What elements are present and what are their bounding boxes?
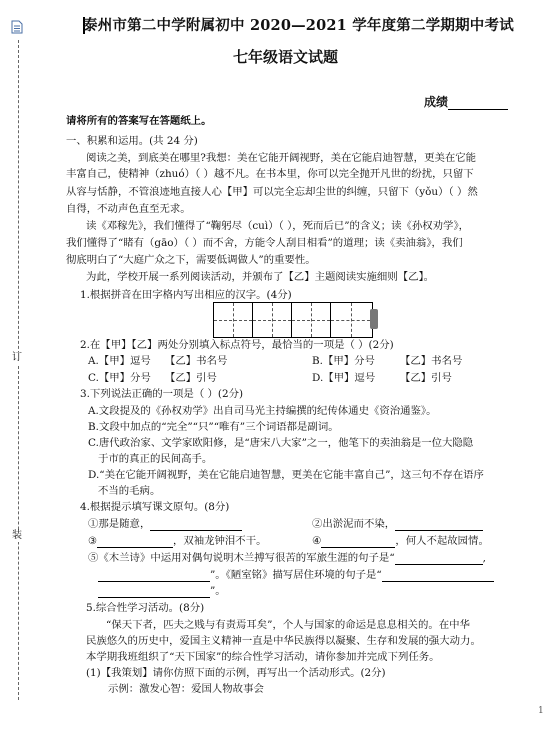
exam-subtitle: 七年级语文试题 xyxy=(233,48,339,66)
recite-4 xyxy=(312,535,489,548)
option-d1: D.【甲】逗号 xyxy=(312,372,376,384)
task-1: (1)【我策划】请你仿照下面的示例，再写出一个活动形式。(2分) xyxy=(86,667,386,679)
option-c1: C.【甲】分号 xyxy=(88,372,151,384)
binding-char-zhuang: 装 xyxy=(12,530,22,541)
option-c: C.唐代政治家、文学家欧阳修，是“唐宋八大家”之一，他笔下的卖油翁是一位大隐隐 xyxy=(88,437,474,449)
binding-line xyxy=(18,40,19,700)
option-a2: 【乙】书名号 xyxy=(165,355,228,367)
activity-text: “保天下者，匹夫之贱与有责焉耳矣”，个人与国家的命运是息息相关的。在中华 xyxy=(106,619,470,631)
option-a1: A.【甲】逗号 xyxy=(88,355,151,367)
table-resize-handle[interactable] xyxy=(370,309,378,329)
passage-line: 从容与恬静，不管浪迹地直接人心【甲】可以完全忘却尘世的纠缠，只留下（yǒu）（ ）然 xyxy=(66,186,478,198)
question-3: 3.下列说法正确的一项是（ ）(2分) xyxy=(80,388,244,400)
section-heading: 一、积累和运用。(共 24 分) xyxy=(66,135,198,147)
recite-5-end: ”。 xyxy=(98,585,226,598)
answer-blank[interactable] xyxy=(150,519,242,531)
passage-line: 阅读之美，到底美在哪里?我想：美在它能开阔视野，美在它能启迪智慧，更美在它能 xyxy=(86,152,477,164)
score-field xyxy=(424,93,508,110)
recite-5b-text: ”。《陋室铭》描写居住环境的句子是“ xyxy=(210,569,382,581)
recite-5-text: ⑤《木兰诗》中运用对偶句说明木兰搏写很苦的军旅生涯的句子是“ xyxy=(88,552,395,564)
binding-char-ding: 订 xyxy=(12,352,22,363)
tianzige-cell[interactable] xyxy=(292,303,331,337)
document-icon xyxy=(11,20,23,34)
question-1: 1.根据拼音在田字格内写出相应的汉字。(4分) xyxy=(80,289,292,301)
option-d2: 【乙】引号 xyxy=(400,372,452,384)
answer-blank[interactable] xyxy=(321,536,395,548)
score-blank xyxy=(448,97,508,110)
answer-blank[interactable] xyxy=(98,570,210,582)
activity-text: 民族悠久的历史中，爱国主义精神一直是中华民族得以凝聚、生存和发展的强大动力。 xyxy=(86,635,481,647)
tianzige-grid xyxy=(213,302,373,338)
exam-title: 泰州市第二中学附属初中 2020—2021 学年度第二学期期中考试 xyxy=(83,17,514,34)
tianzige-cell[interactable] xyxy=(253,303,292,337)
page-number: 1 xyxy=(538,706,544,716)
tianzige-cell[interactable] xyxy=(331,303,370,337)
recite-1-text: ①那是随意， xyxy=(88,518,151,530)
task-1-example: 示例：激发心智：爱国人物故事会 xyxy=(108,683,264,695)
option-a: A.文段提及的《孙权劝学》出自司马光主持编撰的纪传体通史《资治通鉴》。 xyxy=(88,405,437,417)
answer-blank[interactable] xyxy=(98,586,210,598)
option-d-cont: 不当的毛病。 xyxy=(98,485,161,497)
activity-text: 本学期我班组织了“天下国家”的综合性学习活动，请你参加并完成下列任务。 xyxy=(86,651,440,663)
answer-blank[interactable] xyxy=(97,536,173,548)
tianzige-cell[interactable] xyxy=(214,303,253,337)
passage-line: 为此，学校开展一系列阅读活动，并颁布了【乙】主题阅读实施细则【乙】。 xyxy=(86,271,435,283)
answer-blank[interactable] xyxy=(395,519,483,531)
question-4: 4.根据提示填写课文原句。(8分) xyxy=(80,501,230,513)
passage-line: 我们懂得了“睹有（gāo）（ ）而不舍，方能令人刮目相看”的道理；读《卖油翁》，我们 xyxy=(66,237,463,249)
answer-blank[interactable] xyxy=(395,553,483,565)
question-2: 2.在【甲】【乙】两处分别填入标点符号，最恰当的一项是（ ）(2分) xyxy=(80,339,394,351)
passage-line: 读《邓稼先》，我们懂得了“鞠躬尽（cuì）（ ），死而后已”的含义；读《孙权劝学》， xyxy=(86,220,470,232)
option-c-cont: 于市的真正的民间高手。 xyxy=(98,453,213,465)
option-d: D.“美在它能开阔视野，美在它能启迪智慧，更美在它能丰富自己”，这三句不存在语序 xyxy=(88,469,484,481)
recite-5-cont xyxy=(98,569,494,582)
passage-line: 自得，不动声色直至无求。 xyxy=(66,203,191,215)
option-b1: B.【甲】分号 xyxy=(312,355,375,367)
passage-line: 彻底明白了“大庭广众之下，需要低调做人”的重要性。 xyxy=(66,254,316,266)
recite-5: ⑤《木兰诗》中运用对偶句说明木兰搏写很苦的军旅生涯的句子是“ , xyxy=(88,552,486,564)
recite-2-text: ②出淤泥而不染， xyxy=(312,518,396,530)
recite-2 xyxy=(312,518,483,531)
recite-3-text: ，双袖龙钟泪不干。 xyxy=(172,535,267,547)
question-5: 5.综合性学习活动。(8分) xyxy=(86,602,205,614)
option-c2: 【乙】引号 xyxy=(165,372,217,384)
instruction: 请将所有的答案写在答题纸上。 xyxy=(66,115,212,127)
recite-4-num: ④ xyxy=(312,535,322,547)
recite-3: ③ ，双袖龙钟泪不干。 xyxy=(88,535,267,547)
score-label: 成绩 xyxy=(424,95,449,109)
option-b: B.文段中加点的“完全”“只”“唯有”三个词语都是副词。 xyxy=(88,421,339,433)
recite-1 xyxy=(88,518,242,531)
recite-4-text: ，何人不起故园情。 xyxy=(395,535,489,547)
answer-blank[interactable] xyxy=(382,570,494,582)
option-b2: 【乙】书名号 xyxy=(400,355,463,367)
passage-line: 丰富自己，使精神（zhuó）（ ）越不凡。在书本里，你可以完全抛开凡世的纷扰，只留下 xyxy=(66,168,474,180)
